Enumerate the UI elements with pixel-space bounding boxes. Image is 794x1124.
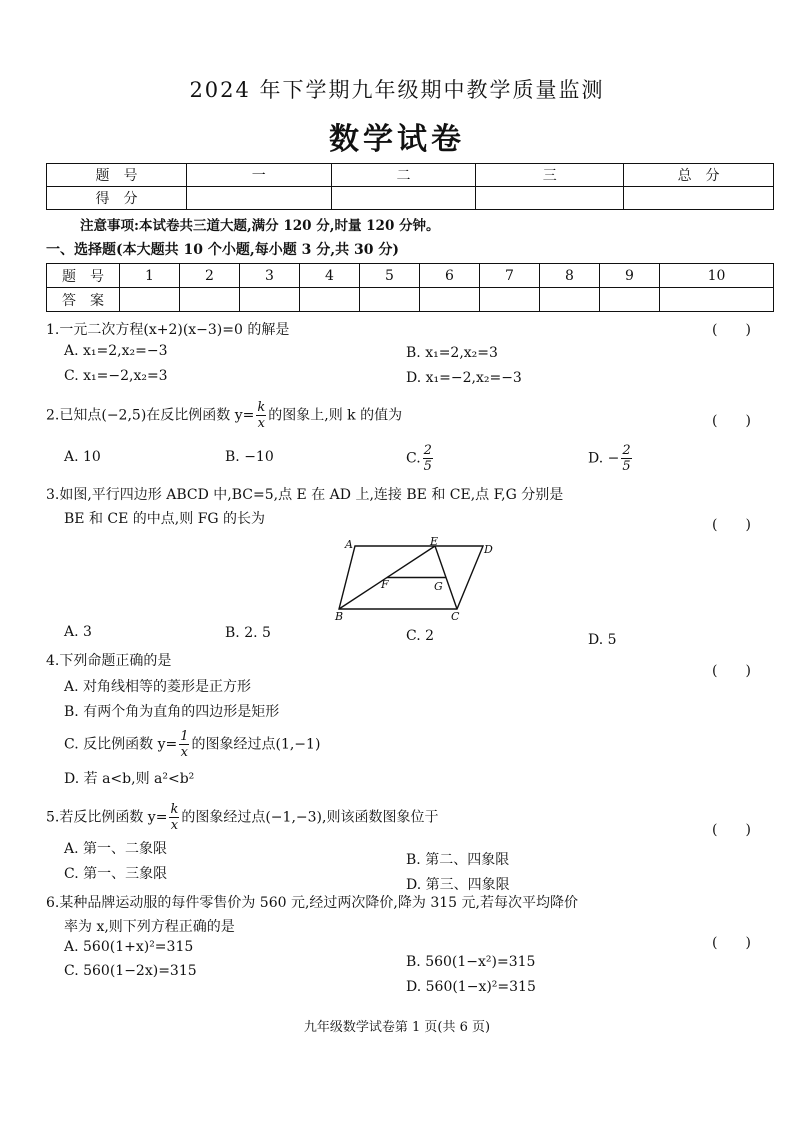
score-table-header-row — [47, 164, 774, 187]
q1-answer-paren[interactable]: ( ) — [712, 322, 751, 338]
answer-number: 7 — [480, 264, 540, 288]
answer-number: 10 — [660, 264, 774, 288]
q5-option-d: D. 第三、四象限 — [406, 877, 510, 893]
label-d: D — [484, 543, 493, 556]
q1-stem: 1.一元二次方程(x+2)(x−3)=0 的解是 — [46, 322, 290, 338]
q2-frac-den: x — [257, 416, 265, 431]
score-header-1: 一 — [186, 164, 331, 187]
score-cell-2[interactable] — [331, 187, 476, 210]
answer-cell[interactable] — [360, 288, 420, 312]
exam-title: 2024 年下学期九年级期中教学质量监测 — [189, 78, 605, 102]
q3-option-b: B. 2. 5 — [225, 625, 271, 641]
q2-option-c-fraction — [423, 444, 433, 473]
answer-table-number-row — [47, 264, 774, 288]
score-table-score-row — [47, 187, 774, 210]
q4-option-c — [64, 730, 320, 759]
q6-stem-line1: 6.某种品牌运动服的每件零售价为 560 元,经过两次降价,降为 315 元,若每次平均降价 — [46, 895, 578, 911]
q6-option-c: C. 560(1−2x)=315 — [64, 963, 197, 979]
answer-cell[interactable] — [420, 288, 480, 312]
parallelogram-figure — [333, 536, 503, 622]
label-e: E — [430, 536, 439, 548]
q6-option-a: A. 560(1+x)²=315 — [64, 939, 194, 955]
answer-cell[interactable] — [660, 288, 774, 312]
q5-frac-den: x — [170, 818, 179, 833]
score-header-3: 三 — [476, 164, 624, 187]
answer-row-label: 答 案 — [47, 288, 120, 312]
answer-number: 6 — [420, 264, 480, 288]
q2-option-d-label: D. − — [588, 450, 620, 467]
answer-number: 9 — [600, 264, 660, 288]
q2-option-c — [406, 444, 435, 473]
q4-option-c-fraction — [179, 730, 189, 759]
q2-answer-paren[interactable]: ( ) — [712, 413, 751, 429]
score-cell-total[interactable] — [624, 187, 774, 210]
q1-option-d: D. x₁=−2,x₂=−3 — [406, 370, 522, 386]
score-header-label: 题 号 — [47, 164, 187, 187]
q3-answer-paren[interactable]: ( ) — [712, 517, 751, 533]
q5-fraction — [169, 803, 179, 832]
q4-stem: 4.下列命题正确的是 — [46, 653, 172, 669]
q2-frac-num: k — [257, 400, 266, 415]
q6-answer-paren[interactable]: ( ) — [712, 935, 751, 951]
label-g: G — [434, 580, 443, 593]
answer-cell[interactable] — [120, 288, 180, 312]
q6-stem-line2: 率为 x,则下列方程正确的是 — [64, 919, 235, 935]
score-cell-1[interactable] — [186, 187, 331, 210]
answer-number: 2 — [180, 264, 240, 288]
q4-option-b: B. 有两个角为直角的四边形是矩形 — [64, 704, 280, 720]
answer-table — [46, 263, 774, 312]
answer-table-answer-row — [47, 288, 774, 312]
answer-number: 1 — [120, 264, 180, 288]
page-footer: 九年级数学试卷第 1 页(共 6 页) — [303, 1020, 491, 1035]
score-header-2: 二 — [331, 164, 476, 187]
answer-header-label: 题 号 — [47, 264, 120, 288]
q3-stem-line2: BE 和 CE 的中点,则 FG 的长为 — [64, 511, 266, 527]
q4-option-c-num: 1 — [180, 729, 189, 744]
q5-option-b: B. 第二、四象限 — [406, 852, 510, 868]
answer-cell[interactable] — [300, 288, 360, 312]
q5-answer-paren[interactable]: ( ) — [712, 822, 751, 838]
answer-number: 4 — [300, 264, 360, 288]
q1-option-a: A. x₁=2,x₂=−3 — [64, 343, 168, 359]
label-c: C — [451, 610, 460, 622]
q3-stem-line1: 3.如图,平行四边形 ABCD 中,BC=5,点 E 在 AD 上,连接 BE 和 CE,点 F,G 分别是 — [46, 487, 564, 503]
q2-stem-post: 的图象上,则 k 的值为 — [268, 407, 403, 424]
q2-option-d-den: 5 — [622, 459, 631, 474]
answer-cell[interactable] — [240, 288, 300, 312]
q2-option-c-label: C. — [406, 450, 421, 467]
q2-option-a: A. 10 — [64, 449, 101, 465]
q4-option-c-den: x — [180, 745, 189, 760]
score-table — [46, 163, 774, 210]
q4-option-c-pre: C. 反比例函数 y= — [64, 736, 178, 753]
q4-option-c-post: 的图象经过点(1,−1) — [191, 736, 321, 753]
label-f: F — [381, 578, 389, 591]
q1-option-c: C. x₁=−2,x₂=3 — [64, 368, 168, 384]
label-a: A — [345, 538, 353, 551]
q4-option-d: D. 若 a<b,则 a²<b² — [64, 771, 195, 787]
q5-stem-pre: 5.若反比例函数 y= — [46, 809, 168, 826]
q5-option-c: C. 第一、三象限 — [64, 866, 168, 882]
q3-option-a: A. 3 — [64, 624, 92, 640]
answer-cell[interactable] — [480, 288, 540, 312]
q5-stem — [46, 803, 438, 832]
q6-option-b: B. 560(1−x²)=315 — [406, 954, 536, 970]
q4-option-a: A. 对角线相等的菱形是正方形 — [64, 679, 252, 695]
exam-notice: 注意事项:本试卷共三道大题,满分 120 分,时量 120 分钟。 — [80, 218, 440, 234]
q2-stem — [46, 401, 402, 430]
q2-option-d-fraction — [621, 444, 631, 473]
answer-cell[interactable] — [600, 288, 660, 312]
q1-option-b: B. x₁=2,x₂=3 — [406, 345, 498, 361]
q3-option-d: D. 5 — [588, 632, 617, 648]
q6-option-d: D. 560(1−x)²=315 — [406, 979, 536, 995]
exam-subtitle: 数学试卷 — [329, 122, 465, 157]
q5-frac-num: k — [170, 802, 179, 817]
q2-fraction — [256, 401, 266, 430]
answer-cell[interactable] — [540, 288, 600, 312]
q2-option-d-num: 2 — [622, 443, 631, 458]
score-header-total: 总 分 — [624, 164, 774, 187]
q2-option-c-num: 2 — [423, 443, 432, 458]
q2-stem-pre: 2.已知点(−2,5)在反比例函数 y= — [46, 407, 255, 424]
q5-option-a: A. 第一、二象限 — [64, 841, 168, 857]
q2-option-c-den: 5 — [423, 459, 432, 474]
q5-stem-post: 的图象经过点(−1,−3),则该函数图象位于 — [181, 809, 439, 826]
answer-number: 5 — [360, 264, 420, 288]
q2-option-b: B. −10 — [225, 449, 274, 465]
section-heading-choice: 一、选择题(本大题共 10 个小题,每小题 3 分,共 30 分) — [46, 242, 399, 258]
q3-option-c: C. 2 — [406, 628, 435, 644]
score-cell-3[interactable] — [476, 187, 624, 210]
score-row-label: 得 分 — [47, 187, 187, 210]
answer-number: 3 — [240, 264, 300, 288]
answer-number: 8 — [540, 264, 600, 288]
q4-answer-paren[interactable]: ( ) — [712, 663, 751, 679]
q2-option-d — [588, 444, 634, 473]
answer-cell[interactable] — [180, 288, 240, 312]
label-b: B — [335, 610, 344, 622]
